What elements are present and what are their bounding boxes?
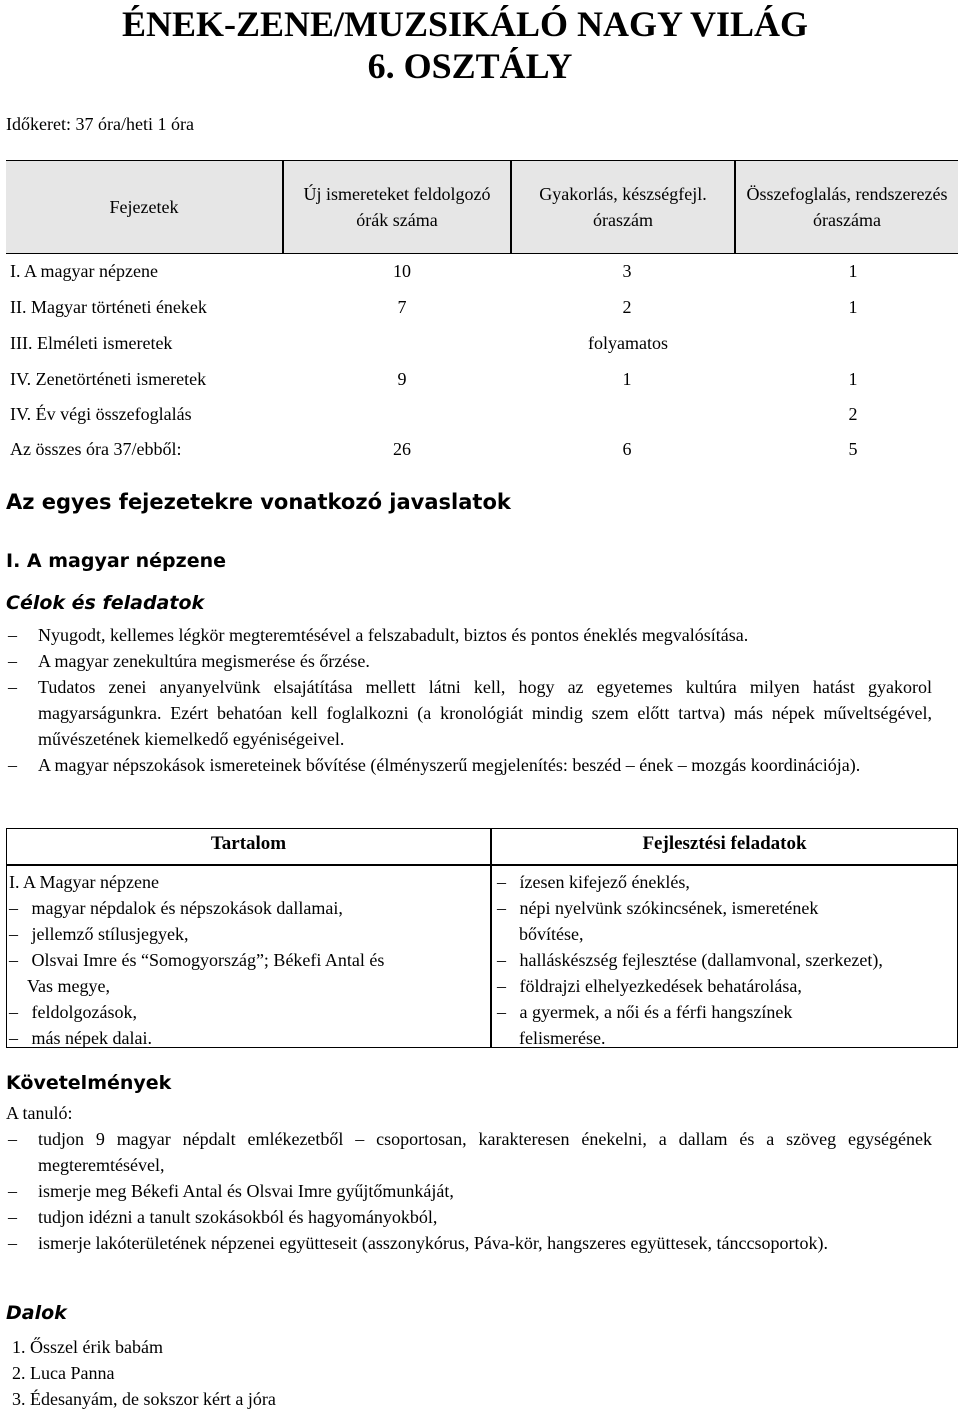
list-item: – A magyar népszokások ismereteinek bővítése (élményszerű megjelenítés: beszéd – ének – mozgás koordinációja). [8, 752, 932, 778]
dash-bullet: – [8, 1181, 17, 1201]
content-title: I. A Magyar népzene [9, 872, 159, 892]
list-item: – tudjon 9 magyar népdalt emlékezetből – csoportosan, karakteresen énekelni, a dallam és a szöveg egységének megteremtésével, [8, 1126, 932, 1178]
content-header: Tartalom [210, 833, 287, 854]
page-subtitle-grade: 6. OSZTÁLY [367, 46, 573, 86]
row-summary: 1 [848, 369, 858, 389]
row-practice: 1 [622, 369, 632, 389]
list-item: – népi nyelvünk szókincsének, ismeretének [497, 898, 819, 918]
table-row-total [8, 434, 958, 464]
row-chapter: IV. Év végi összefoglalás [10, 404, 192, 424]
list-item: – ismerje lakóterületének népzenei együtteseit (asszonykórus, Páva-kör, hangszeres együttesek, tánccsoportok). [8, 1230, 932, 1256]
list-item-continuation: Vas megye, [27, 976, 110, 996]
header-summary: Összefoglalás, rendszerezés óraszáma [746, 184, 948, 230]
list-item: – jellemző stílusjegyek, [9, 924, 189, 944]
list-item: – a gyermek, a női és a férfi hangszínek [497, 1002, 793, 1022]
row-summary: 1 [848, 261, 858, 281]
requirements-heading: Követelmények [6, 1072, 172, 1094]
row-summary: 1 [848, 297, 858, 317]
row-chapter: I. A magyar népzene [10, 261, 158, 281]
list-item-continuation: bővítése, [519, 924, 584, 944]
row-new: 9 [397, 369, 407, 389]
list-item: – feldolgozások, [9, 1002, 137, 1022]
list-item: – Nyugodt, kellemes légkör megteremtésével a felszabadult, biztos és pontos éneklés megvalósítása. [8, 622, 932, 648]
dash-bullet: – [8, 1207, 17, 1227]
content-table [6, 828, 958, 1048]
requirements-intro: A tanuló: [6, 1103, 73, 1123]
section-heading: Az egyes fejezetekre vonatkozó javaslatok [6, 490, 511, 514]
row-practice: 3 [622, 261, 632, 281]
row-chapter: IV. Zenetörténeti ismeretek [10, 369, 207, 389]
chapter-heading: I. A magyar népzene [6, 550, 227, 572]
table-row [8, 364, 958, 394]
song-item: 3. Édesanyám, de sokszor kért a jóra [12, 1389, 276, 1409]
list-item: – halláskészség fejlesztése (dallamvonal, szerkezet), [497, 950, 883, 970]
row-new: 26 [393, 439, 411, 459]
row-chapter: III. Elméleti ismeretek [10, 333, 173, 353]
header-divider [7, 864, 957, 866]
overview-table-header [6, 160, 958, 254]
table-row [8, 399, 958, 429]
list-item: – A magyar zenekultúra megismerése és őrzése. [8, 648, 932, 674]
row-merged-value: folyamatos [588, 333, 668, 353]
table-row [8, 328, 958, 358]
row-summary: 5 [848, 439, 858, 459]
row-chapter: II. Magyar történeti énekek [10, 297, 207, 317]
list-item: – ismerje meg Békefi Antal és Olsvai Imre gyűjtőmunkáját, [8, 1178, 932, 1204]
list-item: – magyar népdalok és népszokások dallamai, [9, 898, 343, 918]
table-row [8, 292, 958, 322]
song-item: 1. Ősszel érik babám [12, 1337, 163, 1357]
table-row [8, 256, 958, 286]
list-item: – Olsvai Imre és “Somogyország”; Békefi Antal és [9, 950, 385, 970]
list-item: – ízesen kifejező éneklés, [497, 872, 690, 892]
dash-bullet: – [8, 651, 17, 671]
dash-bullet: – [8, 1233, 17, 1253]
dash-bullet: – [8, 677, 17, 697]
header-new-lessons: Új ismereteket feldolgozó órák száma [303, 184, 491, 230]
song-item: 2. Luca Panna [12, 1363, 115, 1383]
dash-bullet: – [8, 1129, 17, 1149]
row-new: 10 [393, 261, 411, 281]
list-item: – Tudatos zenei anyanyelvünk elsajátítása mellett látni kell, hogy az egyetemes kultúra milyen hatást gyakorol magyarságunkra. Ezért behatóan kell foglalkozni (a kronológiát mindig szem előtt tartva) más népek műveltségével, művészetének kiemelkedő egyéniségeivel. [8, 674, 932, 752]
list-item: – tudjon idézni a tanult szokásokból és hagyományokból, [8, 1204, 932, 1230]
development-header: Fejlesztési feladatok [642, 833, 807, 854]
row-practice: 2 [622, 297, 632, 317]
songs-heading: Dalok [6, 1302, 67, 1324]
column-divider [490, 829, 492, 1047]
row-new: 7 [397, 297, 407, 317]
dash-bullet: – [8, 625, 17, 645]
header-practice: Gyakorlás, készségfejl. óraszám [539, 184, 707, 230]
page-title: ÉNEK-ZENE/MUZSIKÁLÓ NAGY VILÁG [121, 4, 809, 44]
goals-heading: Célok és feladatok [6, 592, 205, 614]
row-chapter: Az összes óra 37/ebből: [10, 439, 182, 459]
dash-bullet: – [8, 755, 17, 775]
list-item: – földrajzi elhelyezkedések behatárolása, [497, 976, 802, 996]
row-summary: 2 [848, 404, 858, 424]
list-item: – más népek dalai. [9, 1028, 152, 1048]
row-practice: 6 [622, 439, 632, 459]
timeframe-text: Időkeret: 37 óra/heti 1 óra [6, 114, 194, 134]
header-chapters: Fejezetek [109, 197, 179, 217]
list-item-continuation: felismerése. [519, 1028, 606, 1048]
